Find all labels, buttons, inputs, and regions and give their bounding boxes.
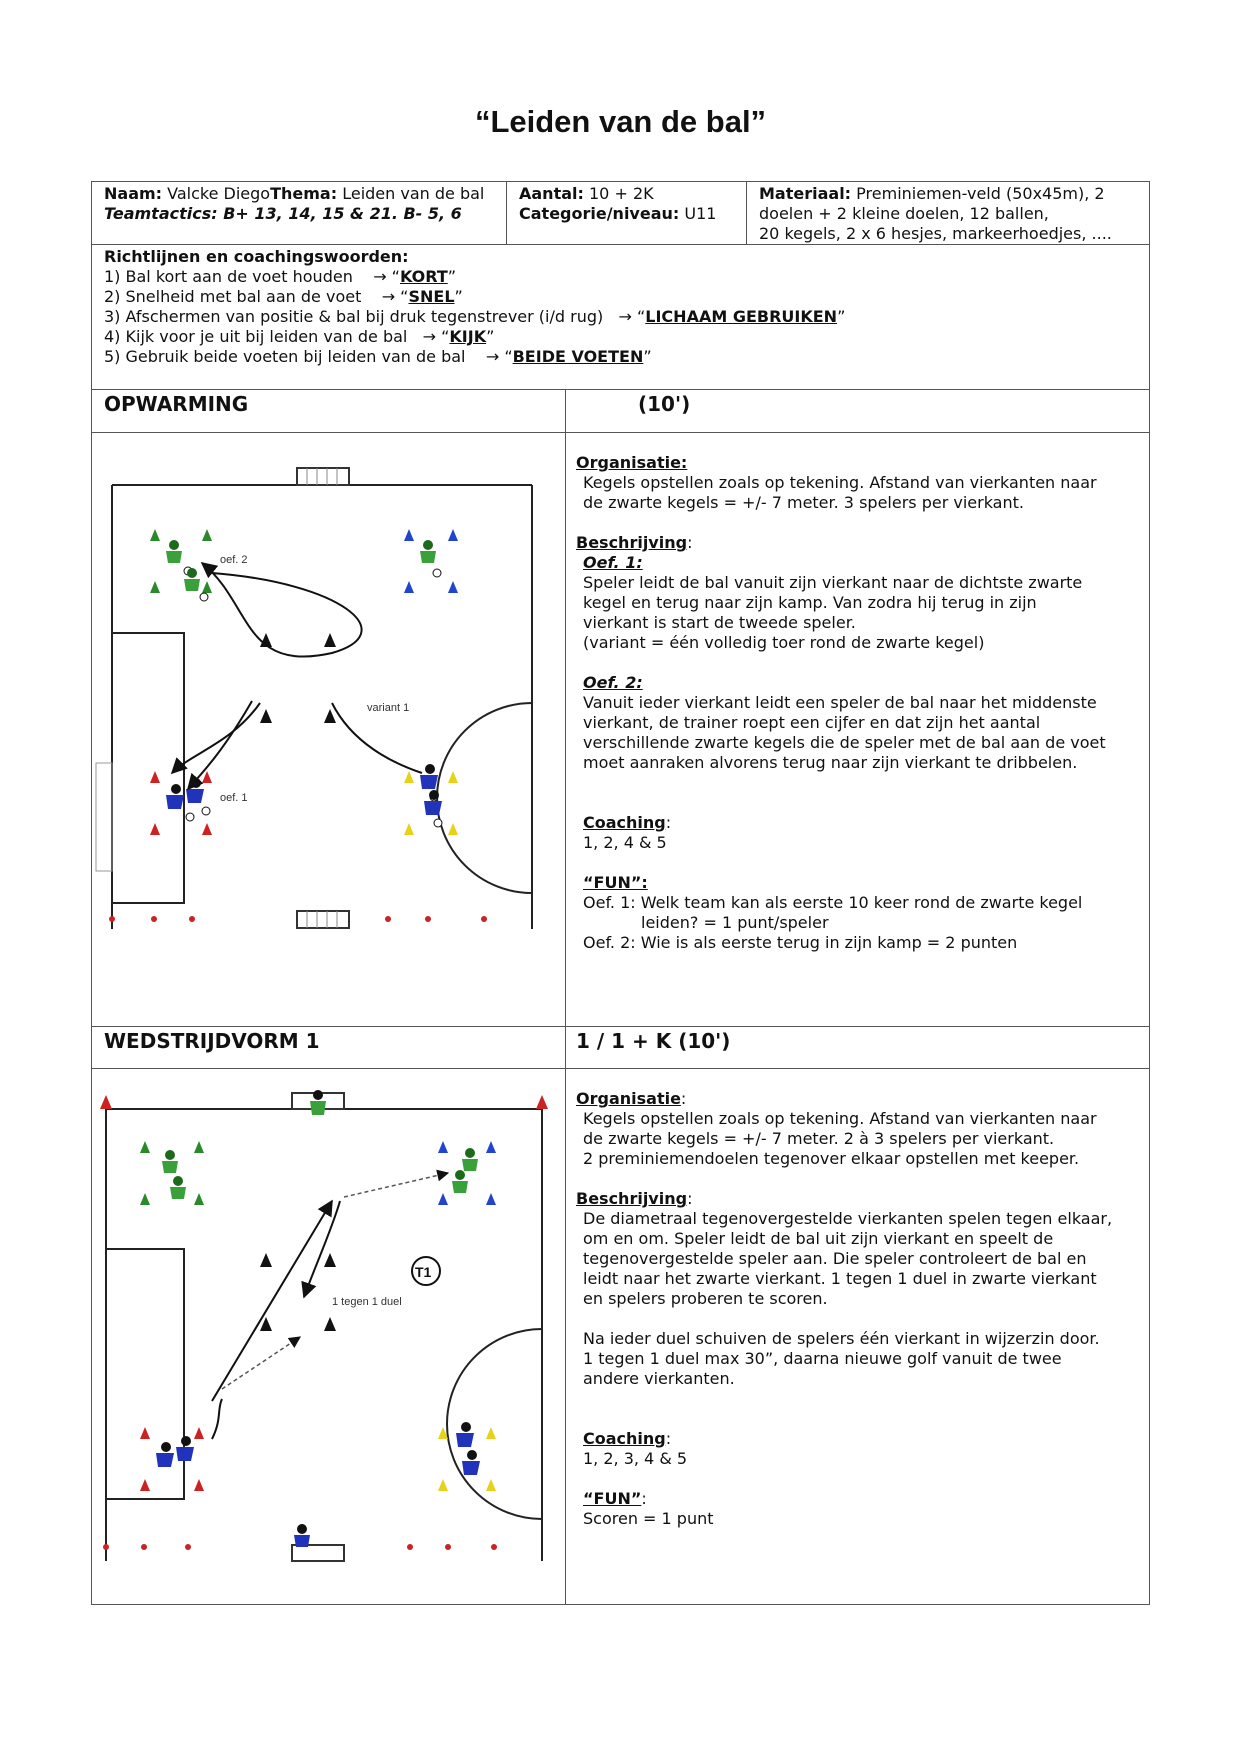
- goal-net-icon: [96, 763, 112, 871]
- oef1-line: (variant = één volledig toer rond de zwarte kegel): [583, 633, 985, 652]
- oef1-line: kegel en terug naar zijn kamp. Van zodra hij terug in zijn: [583, 593, 1037, 612]
- materiaal-line-3: 20 kegels, 2 x 6 hesjes, markeerhoedjes, ....: [759, 224, 1112, 243]
- goal-icon: [297, 468, 349, 485]
- blue-player-icon: [462, 1450, 480, 1475]
- goal-icon: [297, 911, 349, 928]
- cone-group-green: [150, 529, 212, 593]
- fun-label: “FUN”:: [583, 873, 648, 892]
- thema-value: Leiden van de bal: [342, 184, 485, 203]
- keyword: KORT: [399, 267, 448, 286]
- section2-name: WEDSTRIJDVORM 1: [92, 1027, 566, 1068]
- oef2-line: vierkant, de trainer roept een cijfer en dat zijn het aantal: [583, 713, 1041, 732]
- oef1-line: Speler leidt de bal vanuit zijn vierkant naar de dichtste zwarte: [583, 573, 1083, 592]
- coaching-value: 1, 2, 4 & 5: [583, 833, 667, 852]
- keeper-icon: [294, 1524, 310, 1547]
- beschrijving-label: Beschrijving: [576, 533, 688, 552]
- trainer-label: T1: [415, 1264, 432, 1280]
- guideline-item: 3) Afschermen van positie & bal bij druk tegenstrever (i/d rug) → “LICHAAM GEBRUIKEN”: [104, 307, 846, 326]
- organisatie-line: Kegels opstellen zoals op tekening. Afstand van vierkanten naar: [583, 473, 1097, 492]
- blue-player-icon: [424, 790, 442, 827]
- section1-name: OPWARMING: [92, 390, 566, 432]
- green-player-icon: [166, 540, 192, 575]
- thema-label: Thema:: [270, 184, 338, 203]
- section1-text-cell: Organisatie: Kegels opstellen zoals op tekening. Afstand van vierkanten naar de zwarte kegels = +/- 7 meter. 3 spelers per vierkant. Beschrijving: Oef. 1: Speler leidt de bal vanuit zijn vierkant naar de dichtste zwarte kegel en terug naar zijn kamp. Van zodra hij terug in zijn vierkant is start de tweede speler. (variant = één volledig toer rond de zwarte kegel) Oef. 2: Vanuit ieder vierkant leidt een speler de bal naar het middenste vierkant, de trainer roept een cijfer en dat zijn het aantal verschillende zwarte kegels die de speler met de bal aan de voet moet aanraken alvorens terug naar zijn vierkant te dribbelen. Coaching: 1, 2, 4 & 5 “FUN”: Oef. 1: Welk team kan als eerste 10 keer rond de zwarte kegel leiden? = 1 punt/speler Oef. 2: Wie is als eerste terug in zijn kamp = 2 punten: [566, 433, 1149, 1026]
- green-player-icon: [420, 540, 441, 577]
- section2-text-cell: Organisatie: Kegels opstellen zoals op tekening. Afstand van vierkanten naar de zwarte kegels = +/- 7 meter. 2 à 3 spelers per vierkant. 2 preminiemendoelen tegenover elkaar opstellen met keeper. Beschrijving: De diametraal tegenovergestelde vierkanten spelen tegen elkaar, om en om. Speler leidt de bal uit zijn vierkant en speelt de tegenovergestelde speler aan. Die speler controleert de bal en leidt naar het zwarte vierkant. 1 tegen 1 duel in zwarte vierkant en spelers proberen te scoren. Na ieder duel schuiven de spelers één vierkant in wijzerzin door. 1 tegen 1 duel max 30”, daarna nieuwe golf vanuit de twee andere vierkanten. Coaching: 1, 2, 3, 4 & 5 “FUN”: Scoren = 1 punt: [566, 1069, 1149, 1604]
- diagram-label-variant: variant 1: [367, 702, 410, 714]
- naam-label: Naam:: [104, 184, 163, 203]
- page-title: “Leiden van de bal”: [474, 104, 767, 139]
- materiaal-label: Materiaal:: [759, 184, 852, 203]
- categorie-value: U11: [684, 204, 717, 223]
- section1-body-row: [92, 433, 1149, 1027]
- oef2-line: Vanuit ieder vierkant leidt een speler de bal naar het middenste: [583, 693, 1097, 712]
- section2-body-row: [92, 1069, 1149, 1604]
- green-player-icon: [452, 1170, 468, 1193]
- beschrijving-line: om en om. Speler leidt de bal uit zijn vierkant en speelt de: [583, 1229, 1054, 1248]
- extra-line: 1 tegen 1 duel max 30”, daarna nieuwe golf vanuit de twee: [583, 1349, 1062, 1368]
- aantal-cell: [507, 182, 747, 244]
- fun-line: leiden? = 1 punt/speler: [641, 913, 829, 932]
- guideline-item: 1) Bal kort aan de voet houden → “KORT”: [104, 267, 457, 286]
- beschrijving-label: Beschrijving: [576, 1189, 688, 1208]
- keyword: KIJK: [449, 327, 487, 346]
- black-cone-group: [260, 633, 336, 723]
- materiaal-line-2: doelen + 2 kleine doelen, 12 ballen,: [759, 204, 1049, 223]
- green-player-icon: [170, 1176, 186, 1199]
- section2-diagram-cell: [92, 1069, 566, 1604]
- training-sheet: [91, 181, 1150, 1605]
- organisatie-label: Organisatie: [576, 1089, 681, 1108]
- keyword: SNEL: [408, 287, 455, 306]
- section2-duration: 1 / 1 + K (10'): [576, 1029, 731, 1053]
- oef2-line: verschillende zwarte kegels die de speler met de bal aan de voet: [583, 733, 1106, 752]
- aantal-value: 10 + 2K: [589, 184, 654, 203]
- coaching-label: Coaching: [583, 1429, 666, 1448]
- guideline-item: 5) Gebruik beide voeten bij leiden van de bal → “BEIDE VOETEN”: [104, 347, 652, 366]
- keyword: BEIDE VOETEN: [512, 347, 644, 366]
- beschrijving-line: De diametraal tegenovergestelde vierkanten spelen tegen elkaar,: [583, 1209, 1113, 1228]
- warmup-diagram: [92, 433, 566, 1027]
- coaching-value: 1, 2, 3, 4 & 5: [583, 1449, 688, 1468]
- diagram-label-oef2: oef. 2: [220, 554, 248, 566]
- green-player-icon: [162, 1150, 178, 1173]
- oef1-label: Oef. 1:: [583, 553, 643, 572]
- naam-value: Valcke Diego: [167, 184, 271, 203]
- organisatie-label: Organisatie:: [576, 453, 688, 472]
- section1-diagram-cell: [92, 433, 566, 1026]
- section2-header-row: [92, 1027, 1149, 1069]
- beschrijving-line: en spelers proberen te scoren.: [583, 1289, 828, 1308]
- guidelines-row: [92, 245, 1149, 390]
- section1-header-row: [92, 390, 1149, 433]
- diagram-label-duel: 1 tegen 1 duel: [332, 1296, 402, 1308]
- guideline-item: 2) Snelheid met bal aan de voet → “SNEL”: [104, 287, 463, 306]
- organisatie-line: Kegels opstellen zoals op tekening. Afstand van vierkanten naar: [583, 1109, 1097, 1128]
- blue-player-icon: [456, 1422, 474, 1447]
- section1-duration: (10'): [638, 392, 691, 416]
- coaching-label: Coaching: [583, 813, 666, 832]
- oef2-label: Oef. 2:: [583, 673, 643, 692]
- guidelines-cell: [92, 245, 1149, 389]
- header-row: [92, 182, 1149, 245]
- beschrijving-line: tegenovergestelde speler aan. Die speler controleert de bal en: [583, 1249, 1087, 1268]
- diagram-label-oef1: oef. 1: [220, 792, 248, 804]
- blue-player-icon: [186, 778, 210, 815]
- green-player-icon: [462, 1148, 478, 1171]
- oef2-line: moet aanraken alvorens terug naar zijn vierkant te dribbelen.: [583, 753, 1078, 772]
- materiaal-line-1: Preminiemen-veld (50x45m), 2: [856, 184, 1105, 203]
- blue-player-icon: [176, 1436, 194, 1461]
- green-player-icon: [184, 568, 208, 601]
- fun-line: Oef. 1: Welk team kan als eerste 10 keer rond de zwarte kegel: [583, 893, 1083, 912]
- fun-label: “FUN”: [583, 1489, 642, 1508]
- materiaal-cell: [747, 182, 1149, 244]
- keyword: LICHAAM GEBRUIKEN: [645, 307, 838, 326]
- oef1-line: vierkant is start de tweede speler.: [583, 613, 856, 632]
- match-form-diagram: [92, 1069, 566, 1604]
- organisatie-line: de zwarte kegels = +/- 7 meter. 2 à 3 spelers per vierkant.: [583, 1129, 1055, 1148]
- fun-value: Scoren = 1 punt: [583, 1509, 714, 1528]
- organisatie-line: 2 preminiemendoelen tegenover elkaar opstellen met keeper.: [583, 1149, 1080, 1168]
- guidelines-heading: Richtlijnen en coachingswoorden:: [104, 247, 409, 266]
- black-cone-group: [260, 1253, 336, 1331]
- guideline-item: 4) Kijk voor je uit bij leiden van de bal → “KIJK”: [104, 327, 495, 346]
- naam-cell: [92, 182, 507, 244]
- blue-player-icon: [156, 1442, 174, 1467]
- goal-icon: [292, 1545, 344, 1561]
- organisatie-line: de zwarte kegels = +/- 7 meter. 3 spelers per vierkant.: [583, 493, 1024, 512]
- teamtactics: Teamtactics: B+ 13, 14, 15 & 21. B- 5, 6: [104, 204, 462, 223]
- categorie-label: Categorie/niveau:: [519, 204, 680, 223]
- beschrijving-line: leidt naar het zwarte vierkant. 1 tegen 1 duel in zwarte vierkant: [583, 1269, 1097, 1288]
- aantal-label: Aantal:: [519, 184, 584, 203]
- extra-line: andere vierkanten.: [583, 1369, 735, 1388]
- trainer-icon: [412, 1257, 440, 1285]
- extra-line: Na ieder duel schuiven de spelers één vierkant in wijzerzin door.: [583, 1329, 1100, 1348]
- fun-line: Oef. 2: Wie is als eerste terug in zijn kamp = 2 punten: [583, 933, 1018, 952]
